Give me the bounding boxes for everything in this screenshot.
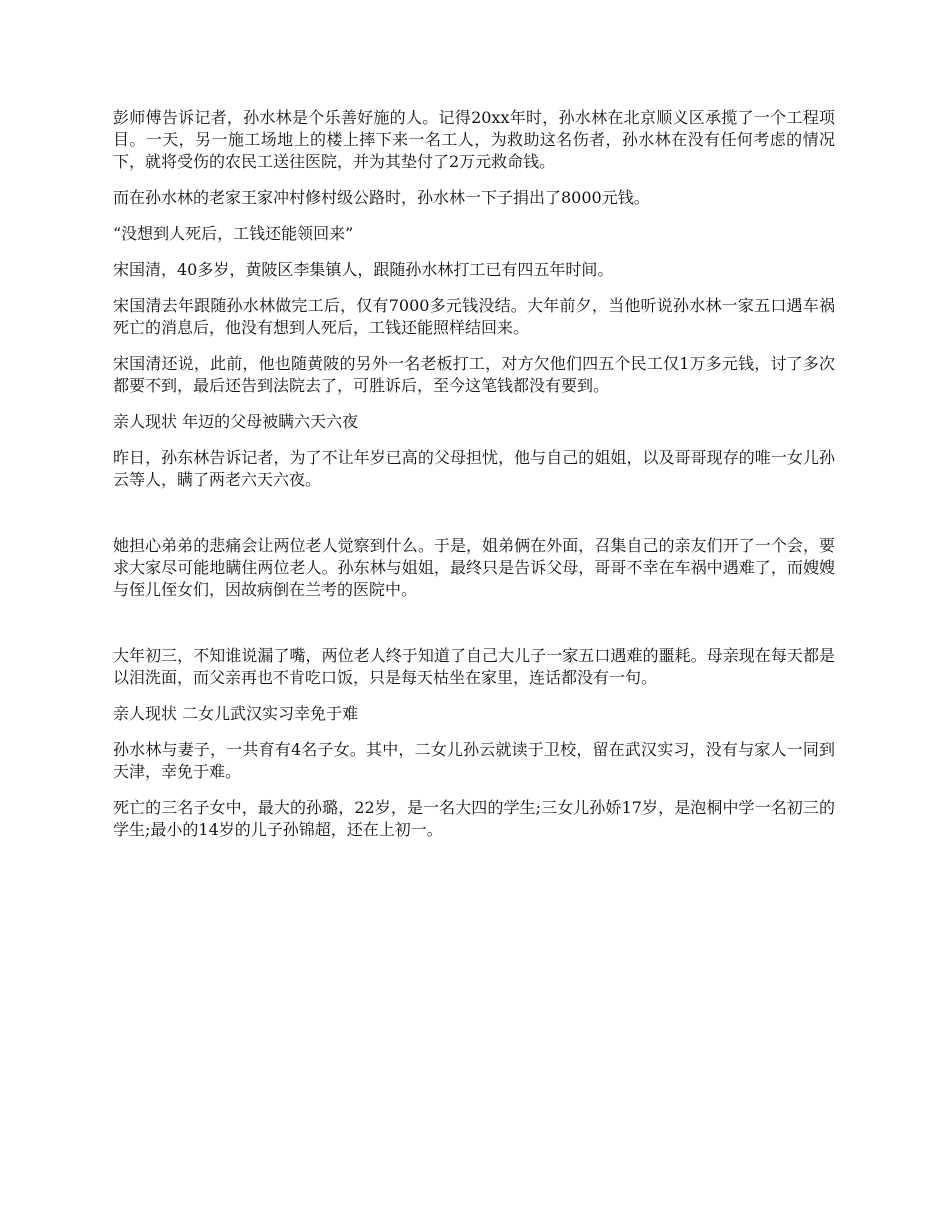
paragraph: 彭师傅告诉记者，孙水林是个乐善好施的人。记得20xx年时，孙水林在北京顺义区承揽了一个工程项目。一天，另一施工场地上的楼上摔下来一名工人，为救助这名伤者，孙水林在没有任何考虑的情况下，就将受伤的农民工送往医院，并为其垫付了2万元救命钱。 xyxy=(113,108,835,171)
section-heading: 亲人现状 年迈的父母被瞒六天六夜 xyxy=(113,412,359,431)
spacer xyxy=(113,505,835,535)
subheading: “没想到人死后，工钱还能领回来” xyxy=(113,224,354,243)
paragraph: 昨日，孙东林告诉记者，为了不让年岁已高的父母担忧，他与自己的姐姐，以及哥哥现存的唯一女儿孙云等人，瞒了两老六天六夜。 xyxy=(113,448,835,489)
paragraph: 死亡的三名子女中，最大的孙璐，22岁，是一名大四的学生;三女儿孙娇17岁，是泡桐中学一名初三的学生;最小的14岁的儿子孙锦超，还在上初一。 xyxy=(113,798,835,839)
paragraph: 宋国清，40多岁，黄陂区李集镇人，跟随孙水林打工已有四五年时间。 xyxy=(113,260,614,279)
paragraph: 她担心弟弟的悲痛会让两位老人觉察到什么。于是，姐弟俩在外面，召集自己的亲友们开了一个会，要求大家尽可能地瞒住两位老人。孙东林与姐姐，最终只是告诉父母，哥哥不幸在车祸中遇难了，而嫂嫂与侄儿侄女们，因故病倒在兰考的医院中。 xyxy=(113,536,835,599)
spacer xyxy=(113,615,835,645)
paragraph: 大年初三，不知谁说漏了嘴，两位老人终于知道了自己大儿子一家五口遇难的噩耗。母亲现在每天都是以泪洗面，而父亲再也不肯吃口饭，只是每天枯坐在家里，连话都没有一句。 xyxy=(113,646,835,687)
paragraph: 而在孙水林的老家王家冲村修村级公路时，孙水林一下子捐出了8000元钱。 xyxy=(113,188,650,207)
document-body xyxy=(113,107,835,855)
paragraph: 孙水林与妻子，一共育有4名子女。其中，二女儿孙云就读于卫校，留在武汉实习，没有与家人一同到天津，幸免于难。 xyxy=(113,740,835,781)
paragraph: 宋国清还说，此前，他也随黄陂的另外一名老板打工，对方欠他们四五个民工仅1万多元钱，讨了多次都要不到，最后还告到法院去了，可胜诉后，至今这笔钱都没有要到。 xyxy=(113,354,835,395)
section-heading: 亲人现状 二女儿武汉实习幸免于难 xyxy=(113,704,359,723)
paragraph: 宋国清去年跟随孙水林做完工后，仅有7000多元钱没结。大年前夕，当他听说孙水林一家五口遇车祸死亡的消息后，他没有想到人死后，工钱还能照样结回来。 xyxy=(113,296,835,337)
